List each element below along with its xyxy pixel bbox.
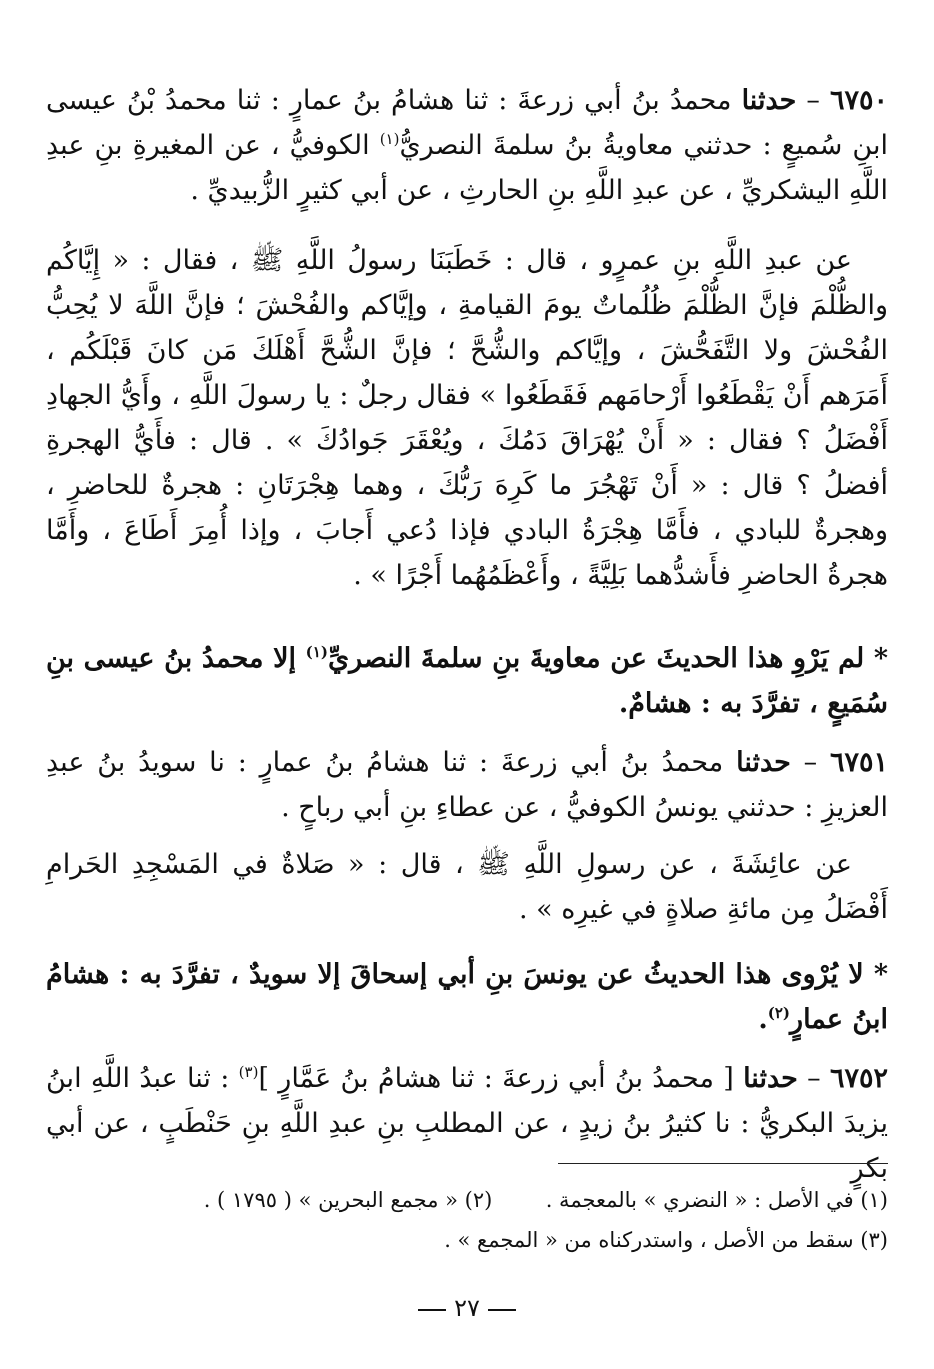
hadith-6751 (46, 740, 888, 830)
hadith-6750-isnad: ٦٧٥٠ – حدثنا محمدُ بنُ أبي زرعةَ : ثنا هشامُ بنُ عمارٍ : ثنا محمدُ بْنُ عيسى ابنِ سُميعٍ : حدثني معاويةُ بنُ سلمةَ النصريُّ$^{(١)}$ الكوفيُّ ، عن المغيرةِ بنِ عبدِ اللَّهِ اليشكريِّ ، عن عبدِ اللَّهِ بنِ الحارثِ ، عن أبي كثيرٍ الزُّبيديِّ . (46, 85, 888, 206)
footnotes (46, 1180, 888, 1260)
note-6751 (46, 952, 888, 1042)
hadith-intro: حدثنا (741, 85, 797, 116)
dash-left (488, 1309, 516, 1311)
footnote-line-1 (46, 1180, 888, 1220)
footnote-3: (٣) سقط من الأصل ، واستدركناه من « المجمع » . (444, 1228, 888, 1252)
footnote-2: (٢) « مجمع البحرين » ( ١٧٩٥ ) . (203, 1188, 493, 1212)
page-number (0, 1294, 934, 1322)
page-number-text: ٢٧ (454, 1294, 480, 1322)
isnad-text: محمدُ بنُ أبي زرعةَ : ثنا هشامُ بنُ عمارٍ : نا سويدُ بنُ عبدِ العزيزِ : حدثني يونسُ الكوفيُّ ، عن عطاءِ بنِ أبي رباحٍ . (46, 747, 888, 823)
isnad-text: محمدُ بنُ أبي زرعةَ : ثنا هشامُ بنُ عمارٍ : ثنا محمدُ بْنُ عيسى ابنِ سُميعٍ : حدثني معاويةُ بنُ سلمةَ النصريُّ (46, 85, 888, 161)
dash-right (418, 1309, 446, 1311)
hadith-6751-matn-block (46, 842, 888, 932)
isnad-text-cont: : ثنا عبدُ اللَّهِ ابنُ يزيدَ البكريُّ : نا كثيرُ بنُ زيدٍ ، عن المطلبِ بنِ عبدِ اللَّهِ بنِ حَنْطَبٍ ، عن أبي بكرٍ (46, 1063, 888, 1184)
hadith-intro: حدثنا (743, 1063, 798, 1094)
isnad-text-cont: الكوفيُّ ، عن المغيرةِ بنِ عبدِ اللَّهِ اليشكريِّ ، عن عبدِ اللَّهِ بنِ الحارثِ ، عن أبي كثيرٍ الزُّبيديِّ . (46, 130, 888, 206)
hadith-number: ٦٧٥٠ (829, 85, 888, 116)
hadith-6750-matn: عن عبدِ اللَّهِ بنِ عمرٍو ، قال : خَطَبَنَا رسولُ اللَّهِ ﷺ ، فقال : « إِيَّاكُم والظُّلْمَ فإنَّ الظُّلْمَ ظُلُماتٌ يومَ القيامةِ ، وإيَّاكم والفُحْشَ ؛ فإنَّ اللَّهَ لا يُحِبُّ الفُحْشَ ولا التَّفَحُّشَ ، وإيَّاكم والشُّحَّ ؛ فإنَّ الشُّحَّ أَهْلَكَ مَن كانَ قَبْلَكُم ، أَمَرَهم أَنْ يَقْطَعُوا أَرْحامَهم فَقَطَعُوا » فقال رجلٌ : يا رسولَ اللَّهِ ، وأَيُّ الجهادِ أَفْضَلُ ؟ فقال : « أَنْ يُهْرَاقَ دَمُكَ ، ويُعْقَرَ جَوادُكَ » . قال : فأَيُّ الهجرةِ أفضلُ ؟ قال : « أَنْ تَهْجُرَ ما كَرِهَ رَبُّكَ ، وهما هِجْرَتَانِ : هجرةٌ للحاضرِ ، وهجرةٌ للبادي ، فأَمَّا هِجْرَةُ البادي فإذا دُعي أَجابَ ، وإذا أُمِرَ أَطَاعَ ، وأَمَّا هجرةُ الحاضرِ فأَشدُّهما بَلِيَّةً ، وأَعْظَمُهُما أَجْرًا » . (46, 245, 888, 591)
footnote-marker: (١) (379, 130, 400, 148)
note-text: * لا يُرْوى هذا الحديثُ عن يونسَ بنِ أبي إسحاقَ إلا سويدٌ ، تفرَّدَ به : هشامُ ابنُ عمارٍ (46, 959, 888, 1035)
footnote-marker: (٢) (767, 1004, 791, 1022)
footnote-marker: (١) (305, 643, 328, 661)
hadith-6750-matn-block (46, 238, 888, 598)
hadith-6751-isnad: ٦٧٥١ – حدثنا محمدُ بنُ أبي زرعةَ : ثنا هشامُ بنُ عمارٍ : نا سويدُ بنُ عبدِ العزيزِ : حدثني يونسُ الكوفيُّ ، عن عطاءِ بنِ أبي رباحٍ . (46, 747, 888, 823)
note-text-end: . (758, 1004, 768, 1035)
footnote-separator (558, 1163, 888, 1164)
hadith-6751-matn: عن عائِشَةَ ، عن رسولِ اللَّهِ ﷺ ، قال : « صَلاةٌ في المَسْجِدِ الحَرامِ أَفْضَلُ مِن مائةِ صلاةٍ في غيرِه » . (46, 849, 888, 925)
isnad-text: [ محمدُ بنُ أبي زرعةَ : ثنا هشامُ بنُ عَمَّارٍ ] (258, 1063, 734, 1094)
hadith-6752 (46, 1056, 888, 1191)
footnote-1: (١) في الأصل : « النضري » بالمعجمة . (545, 1188, 888, 1212)
note-6750 (46, 636, 888, 726)
hadith-intro: حدثنا (736, 747, 791, 778)
footnote-marker: (٣) (238, 1063, 259, 1081)
footnote-line-2 (46, 1220, 888, 1260)
note-text-cont: إلا محمدُ بنُ عيسى بنِ سُمَيعٍ ، تفرَّدَ به : هشامٌ. (46, 643, 888, 719)
hadith-6750 (46, 78, 888, 213)
hadith-number: ٦٧٥١ (829, 747, 888, 778)
hadith-6752-isnad: ٦٧٥٢ – حدثنا [ محمدُ بنُ أبي زرعةَ : ثنا هشامُ بنُ عَمَّارٍ ]$^{(٣)}$ : ثنا عبدُ اللَّهِ ابنُ يزيدَ البكريُّ : نا كثيرُ بنُ زيدٍ ، عن المطلبِ بنِ عبدِ اللَّهِ بنِ حَنْطَبٍ ، عن أبي بكرٍ (46, 1063, 888, 1184)
hadith-number: ٦٧٥٢ (829, 1063, 888, 1094)
note-text: * لم يَرْوِ هذا الحديثَ عن معاويةَ بنِ سلمةَ النصريِّ (327, 643, 888, 674)
